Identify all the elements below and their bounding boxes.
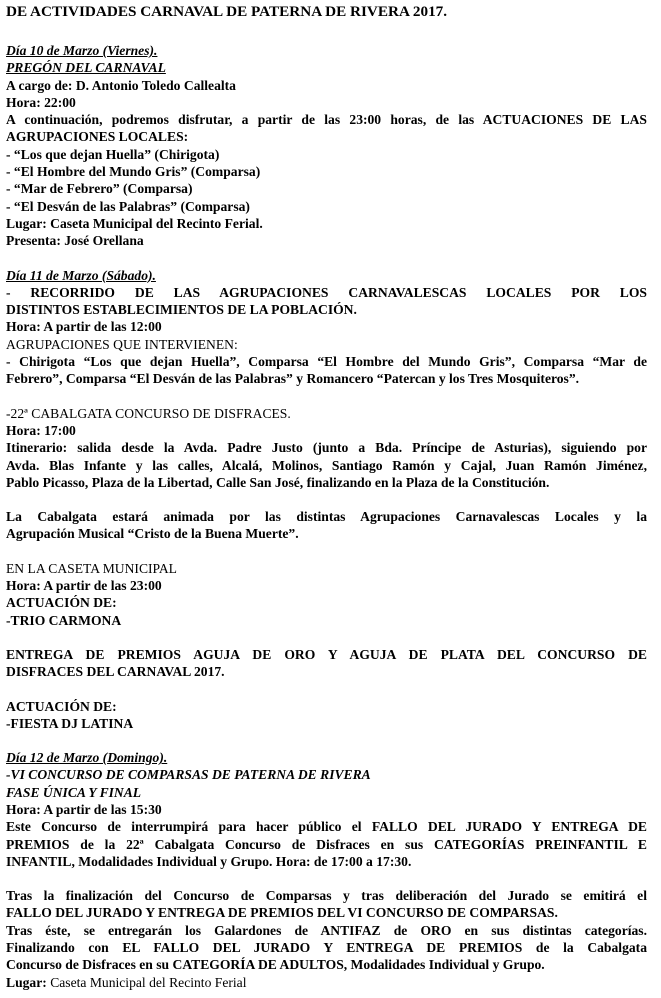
itinerario-line-3: Pablo Picasso, Plaza de la Libertad, Calle San José, finalizando en la Plaza de la Constitución. — [6, 474, 550, 490]
tras-line-1: Tras la finalización del Concurso de Comparsas y tras deliberación del Jurado se emitirá el — [6, 888, 647, 904]
day-11-heading: Día 11 de Marzo (Sábado). — [6, 267, 156, 283]
cabalgata-hora: Hora: 17:00 — [6, 422, 76, 438]
fase-title: FASE ÚNICA Y FINAL — [6, 784, 142, 800]
animada-line-2: Agrupación Musical “Cristo de la Buena Muerte”. — [6, 526, 299, 542]
entrega-line-1: ENTREGA DE PREMIOS AGUJA DE ORO Y AGUJA DE PLATA DEL CONCURSO DE — [6, 646, 647, 662]
intervienen-list-1: - Chirigota “Los que dejan Huella”, Comparsa “El Hombre del Mundo Gris”, Comparsa “Mar de — [6, 354, 647, 370]
itinerario-line-1: Itinerario: salida desde la Avda. Padre Justo (junto a Bda. Príncipe de Asturias), siguiendo por — [6, 440, 647, 456]
lugar-label: Lugar: — [6, 974, 51, 990]
interrumpira-line-1: Este Concurso de interrumpirá para hacer público el FALLO DEL JURADO Y ENTREGA DE — [6, 819, 647, 835]
section-day-12 — [6, 749, 647, 991]
animada-line-1: La Cabalgata estará animada por las distintas Agrupaciones Carnavalescas Locales y la — [6, 509, 647, 525]
cargo-label: A cargo de: — [6, 77, 76, 93]
document-title: DE ACTIVIDADES CARNAVAL DE PATERNA DE RIVERA 2017. — [6, 3, 448, 20]
itinerario-line-2: Avda. Blas Infante y las calles, Alcalá, Molinos, Santiago Ramón y Cajal, Juan Ramón Jiménez, — [6, 457, 647, 473]
agrupacion-item: - “El Hombre del Mundo Gris” (Comparsa) — [6, 164, 261, 180]
actuacion-label-2: ACTUACIÓN DE: — [6, 698, 117, 714]
section-day-11 — [6, 267, 647, 733]
agrupacion-item: - “Los que dejan Huella” (Chirigota) — [6, 146, 220, 162]
cargo-name: D. Antonio Toledo Callealta — [75, 77, 236, 93]
entrega-line-2: DISFRACES DEL CARNAVAL 2017. — [6, 664, 225, 680]
caseta-title: EN LA CASETA MUNICIPAL — [6, 560, 177, 576]
day-12-heading: Día 12 de Marzo (Domingo). — [6, 750, 168, 766]
recorrido-hora: Hora: A partir de las 12:00 — [6, 319, 162, 335]
agrupacion-item: - “Mar de Febrero” (Comparsa) — [6, 181, 193, 197]
continuacion-line-1: A continuación, podremos disfrutar, a partir de las 23:00 horas, de las ACTUACIONES DE LAS — [6, 112, 647, 128]
interrumpira-line-3: INFANTIL, Modalidades Individual y Grupo. Hora: de 17:00 a 17:30. — [6, 853, 412, 869]
concurso-title: -VI CONCURSO DE COMPARSAS DE PATERNA DE RIVERA — [6, 767, 371, 783]
agrupacion-item: - “El Desván de las Palabras” (Comparsa) — [6, 198, 250, 214]
section-day-10 — [6, 42, 647, 250]
cabalgata-title: -22ª CABALGATA CONCURSO DE DISFRACES. — [6, 405, 291, 421]
tras-line-4: Finalizando con EL FALLO DEL JURADO Y ENTREGA DE PREMIOS de la Cabalgata — [6, 940, 647, 956]
interrumpira-line-2: PREMIOS de la 22ª Cabalgata Concurso de Disfraces en sus CATEGORÍAS PREINFANTIL E — [6, 836, 647, 852]
lugar-value: Caseta Municipal del Recinto Ferial — [50, 974, 247, 990]
recorrido-line-2: DISTINTOS ESTABLECIMIENTOS DE LA POBLACIÓN. — [6, 302, 357, 318]
intervienen-list-2: Febrero”, Comparsa “El Desván de las Palabras” y Romancero “Patercan y los Tres Mosquiteros”. — [6, 371, 580, 387]
caseta-hora: Hora: A partir de las 23:00 — [6, 578, 162, 594]
trio-carmona: -TRIO CARMONA — [6, 612, 122, 628]
day-10-presenta: Presenta: José Orellana — [6, 233, 144, 249]
cargo-line — [6, 77, 647, 94]
day-10-lugar: Lugar: Caseta Municipal del Recinto Ferial. — [6, 215, 263, 231]
recorrido-line-1: - RECORRIDO DE LAS AGRUPACIONES CARNAVALESCAS LOCALES POR LOS — [6, 284, 647, 300]
concurso-hora: Hora: A partir de las 15:30 — [6, 801, 162, 817]
day-10-heading: Día 10 de Marzo (Viernes). — [6, 43, 158, 58]
intervienen-heading: AGRUPACIONES QUE INTERVIENEN: — [6, 336, 238, 352]
continuacion-line-2: AGRUPACIONES LOCALES: — [6, 129, 189, 145]
fiesta-dj-latina: -FIESTA DJ LATINA — [6, 715, 134, 731]
tras-line-3: Tras éste, se entregarán los Galardones de ANTIFAZ de ORO en sus distintas categorías. — [6, 922, 647, 938]
tras-line-5: Concurso de Disfraces en su CATEGORÍA DE ADULTOS, Modalidades Individual y Grupo. — [6, 957, 545, 973]
tras-line-2: FALLO DEL JURADO Y ENTREGA DE PREMIOS DEL VI CONCURSO DE COMPARSAS. — [6, 905, 558, 921]
pregon-title: PREGÓN DEL CARNAVAL — [6, 60, 166, 76]
pregon-hora: Hora: 22:00 — [6, 94, 76, 110]
day-12-lugar — [6, 974, 647, 991]
actuacion-label-1: ACTUACIÓN DE: — [6, 595, 117, 611]
